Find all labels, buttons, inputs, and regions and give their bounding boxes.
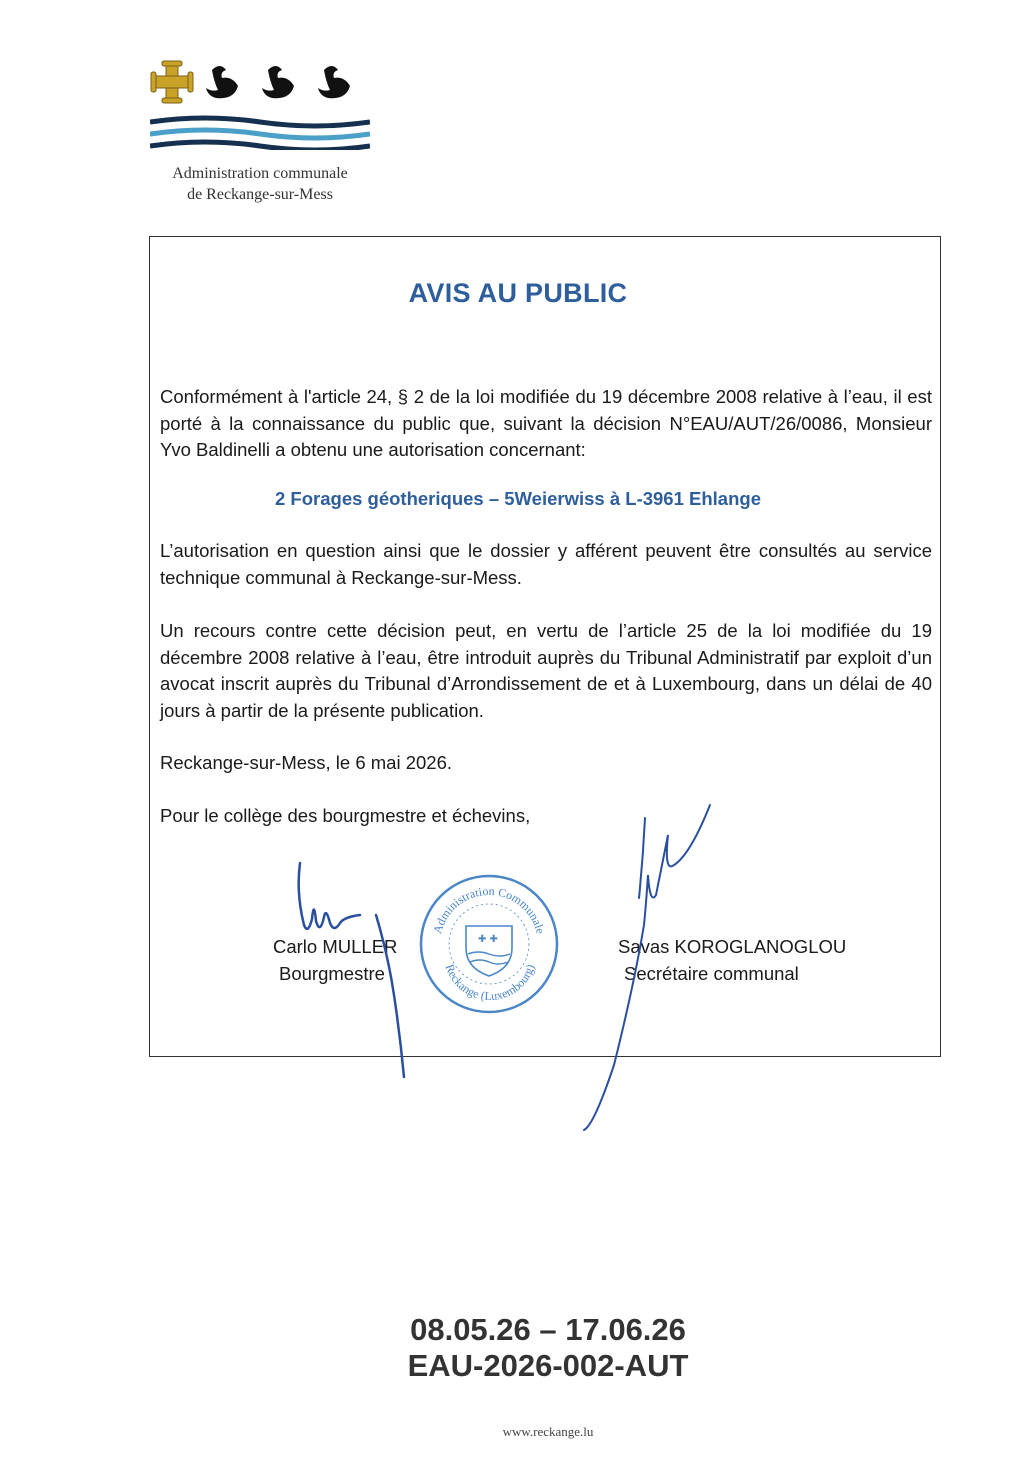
svg-text:Reckange (Luxembourg) bbox=[443, 962, 538, 1003]
swan-icons bbox=[206, 66, 350, 98]
coat-of-arms-logo bbox=[150, 60, 370, 150]
website-url: www.reckange.lu bbox=[502, 1424, 594, 1439]
place-date: Reckange-sur-Mess, le 6 mai 2026. bbox=[160, 752, 453, 773]
official-stamp bbox=[418, 870, 560, 1018]
organization-name bbox=[150, 163, 370, 205]
notice-title: AVIS AU PUBLIC bbox=[408, 278, 628, 308]
stamp-text-bottom: Reckange (Luxembourg) bbox=[442, 962, 538, 1004]
signature-mayor bbox=[288, 855, 418, 1085]
svg-text:Administration Communale bbox=[430, 884, 548, 935]
stamp-text-top: Administration Communale bbox=[430, 883, 548, 936]
paragraph-appeal: Un recours contre cette décision peut, en vertu de l’article 25 de la loi modifiée du 19 décembre 2008 relative à l’eau, être introduit auprès du Tribunal Administratif par exploit d’un avocat inscrit auprès du Tribunal d’Arrondissement de et à Luxembourg, dans un délai de 40 jours à partir de la présente publication. bbox=[160, 620, 932, 721]
signature-secretary bbox=[575, 800, 725, 1135]
cross-icon bbox=[151, 61, 193, 103]
publication-period: 08.05.26 – 17.06.26 bbox=[410, 1312, 686, 1347]
paragraph-consultation: L’autorisation en question ainsi que le dossier y afférent peuvent être consultés au service technique communal à Reckange-sur-Mess. bbox=[160, 540, 932, 588]
org-line-1: Administration communale bbox=[172, 165, 348, 182]
svg-text:✚ ✚: ✚ ✚ bbox=[478, 934, 498, 945]
reference-number: EAU-2026-002-AUT bbox=[407, 1348, 689, 1383]
signatory-2-role: Secrétaire communal bbox=[624, 963, 799, 984]
paragraph-intro: Conformément à l'article 24, § 2 de la loi modifiée du 19 décembre 2008 relative à l’eau, il est porté à la connaissance du public que, suivant la décision N°EAU/AUT/26/0086, Monsieur Yvo Baldinelli a obtenu une autorisation concernant: bbox=[160, 386, 932, 460]
signatory-2-name: Savas KOROGLANOGLOU bbox=[618, 936, 847, 957]
org-line-2: de Reckange-sur-Mess bbox=[187, 186, 333, 203]
water-waves-icon bbox=[150, 118, 370, 150]
signatory-1-role: Bourgmestre bbox=[279, 963, 385, 984]
notice-subject: 2 Forages géotheriques – 5Weierwiss à L-3961 Ehlange bbox=[275, 488, 761, 509]
signatory-1-name: Carlo MULLER bbox=[273, 936, 398, 957]
college-line: Pour le collège des bourgmestre et échevins, bbox=[160, 805, 531, 826]
